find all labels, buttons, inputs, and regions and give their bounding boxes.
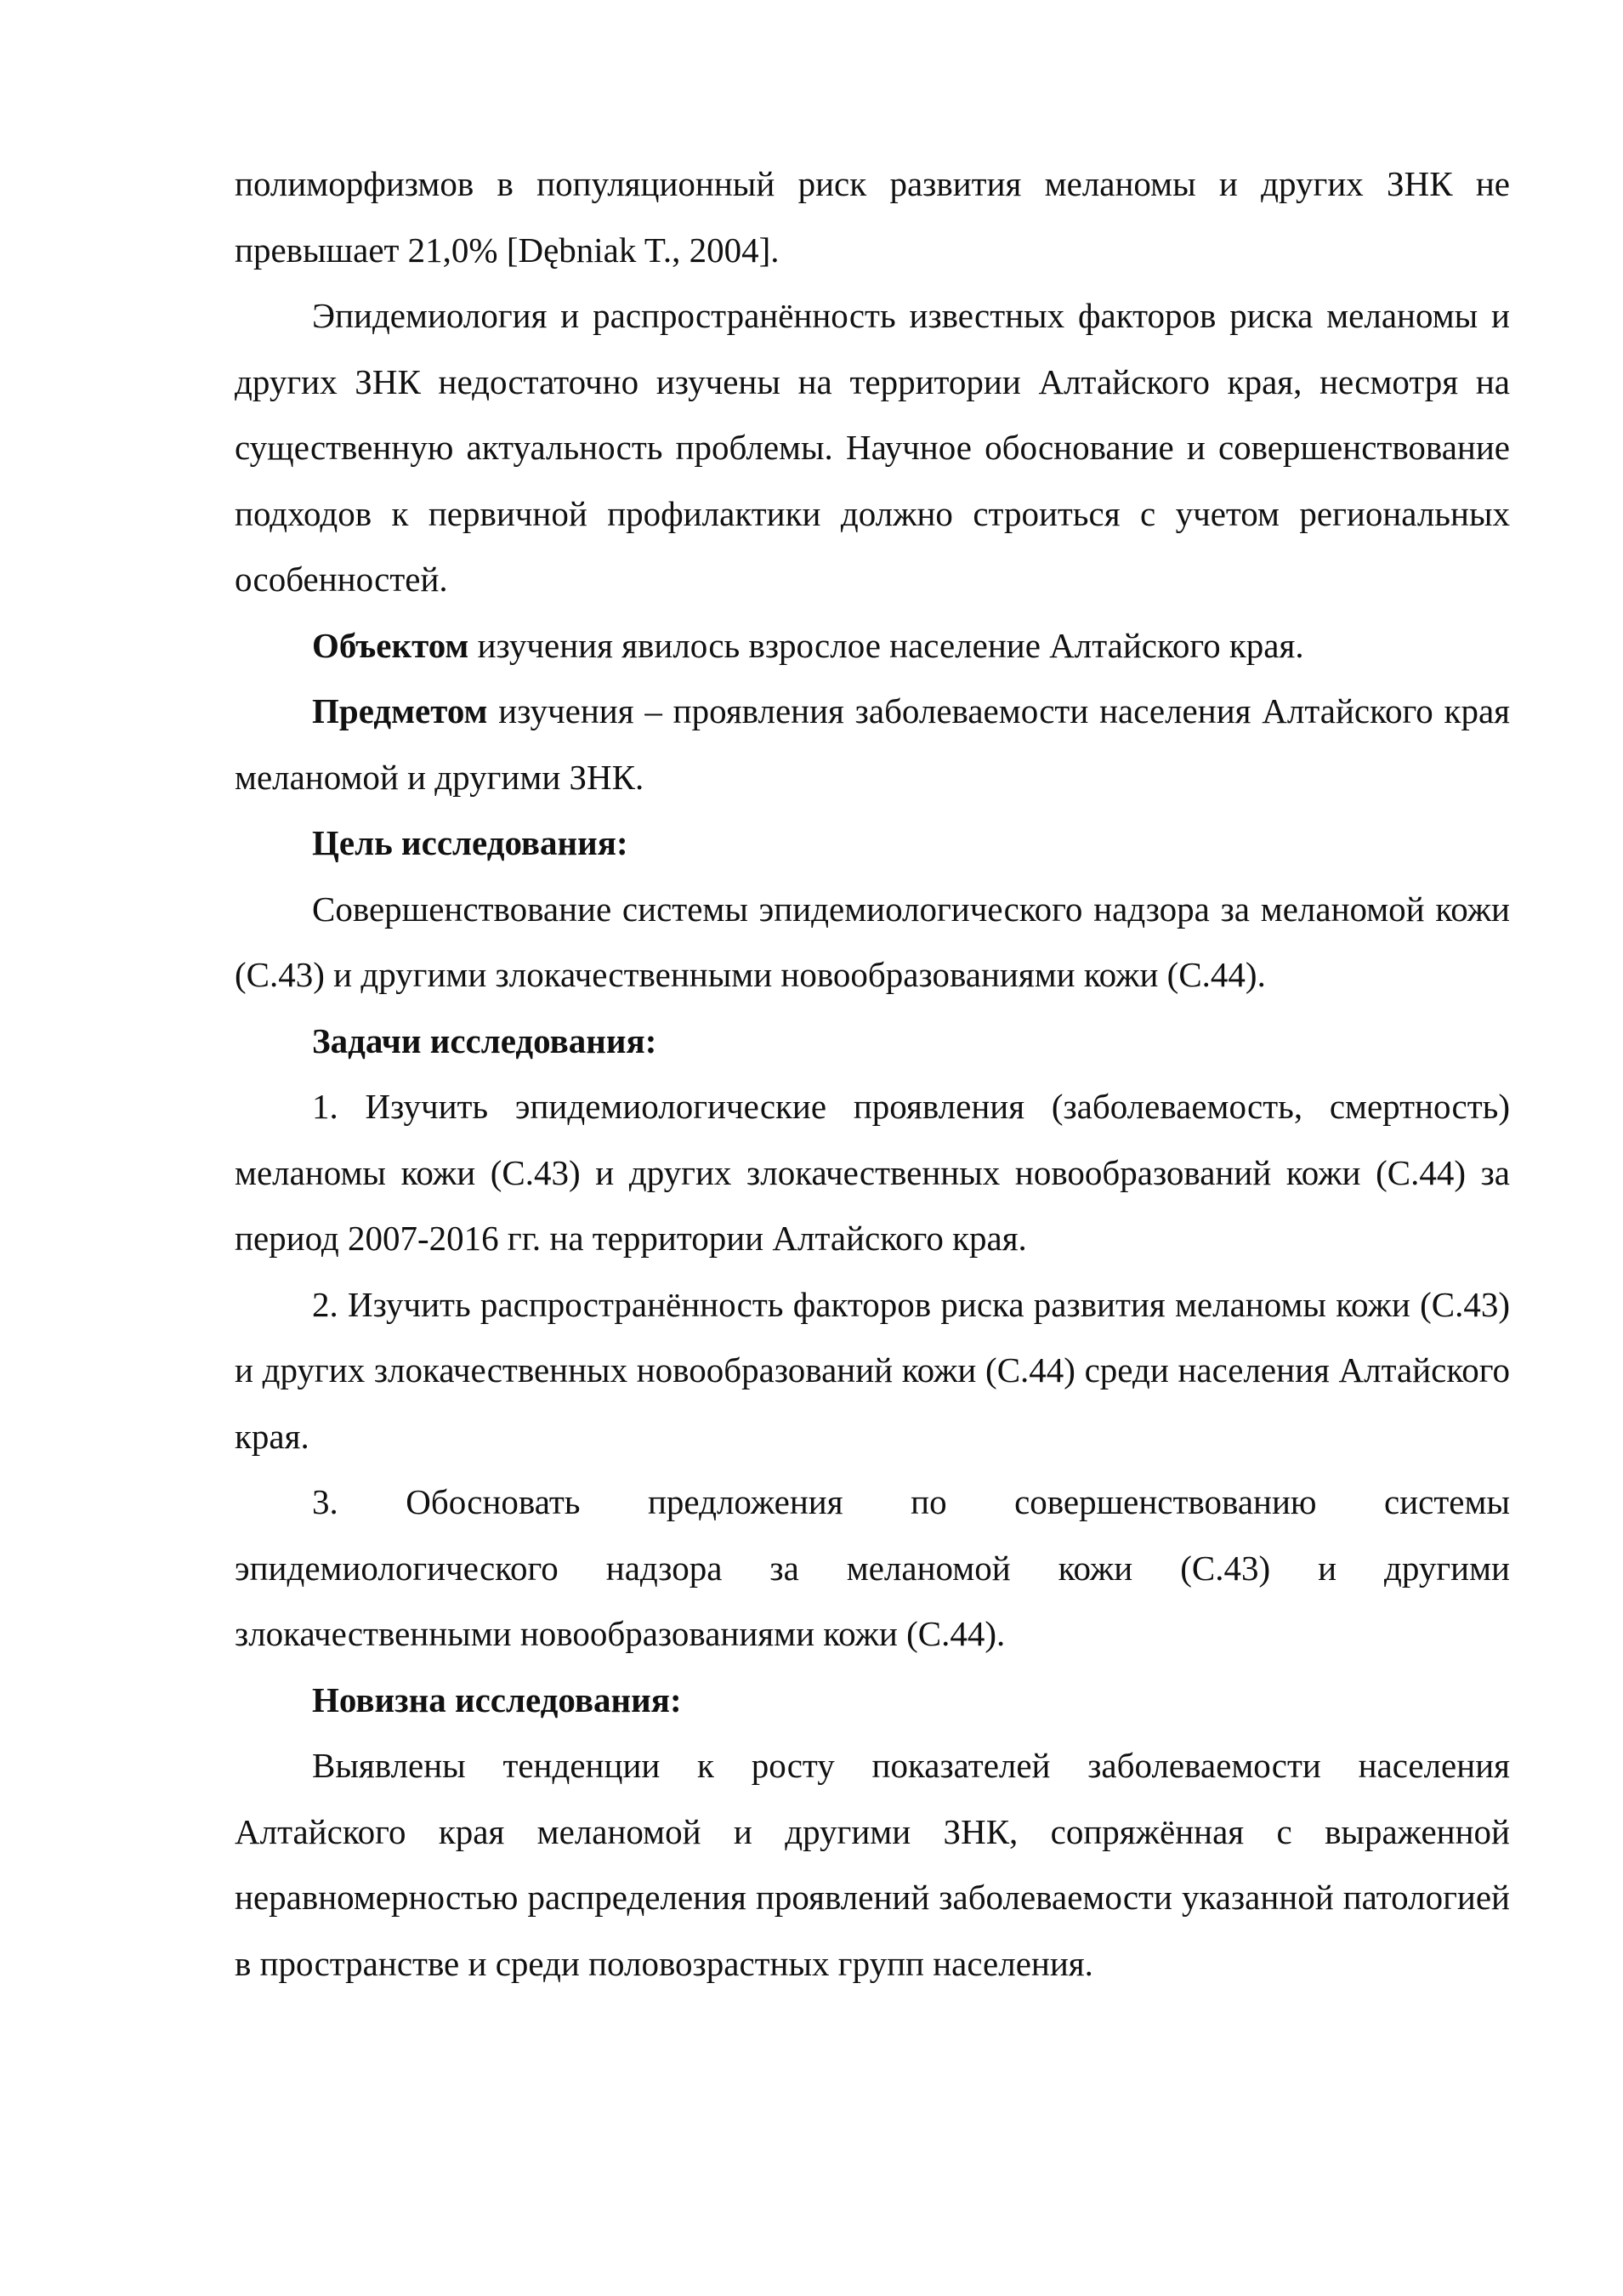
task-item-3: 3. Обосновать предложения по совершенствованию системы эпидемиологического надзора за меланомой кожи (С.43) и другими злокачественными новообразованиями кожи (С.44). [235,1482,1510,1653]
subject-lead: Предметом [312,691,488,730]
novelty-text: Выявлены тенденции к росту показателей заболеваемости населения Алтайского края меланомой и другими ЗНК, сопряжённая с выраженной неравномерностью распределения проявлений заболеваемости указанной патологией в пространстве и среди половозрастных групп населения. [235,1746,1510,1983]
task-item-1: 1. Изучить эпидемиологические проявления (заболеваемость, смертность) меланомы кожи (С.43) и других злокачественных новообразований кожи (С.44) за период 2007-2016 гг. на территории Алтайского края. [235,1087,1510,1258]
paragraph-subject [235,679,1510,810]
tasks-heading: Задачи исследования: [312,1020,657,1060]
task-item-2: 2. Изучить распространённость факторов риска развития меланомы кожи (С.43) и других злокачественных новообразований кожи (С.44) среди населения Алтайского края. [235,1284,1510,1456]
paragraph-epidemiology: Эпидемиология и распространённость известных факторов риска меланомы и других ЗНК недостаточно изучены на территории Алтайского края, несмотря на существенную актуальность проблемы. Научное обоснование и совершенствование подходов к первичной профилактики должно строиться с учетом региональных особенностей. [235,296,1510,599]
object-lead: Объектом [312,625,469,665]
subject-text: изучения – проявления заболеваемости населения Алтайского края меланомой и другими ЗНК. [235,691,1510,797]
goal-text: Совершенствование системы эпидемиологического надзора за меланомой кожи (С.43) и другими злокачественными новообразованиями кожи (С.44). [235,889,1510,994]
paragraph-continuation: полиморфизмов в популяционный риск развития меланомы и других ЗНК не превышает 21,0% [Dębniak T., 2004]. [235,164,1510,270]
object-text: изучения явилось взрослое население Алтайского края. [468,625,1304,665]
paragraph-object [235,613,1510,679]
goal-heading: Цель исследования: [312,823,628,862]
novelty-heading: Новизна исследования: [312,1679,682,1719]
document-page [235,151,1510,1997]
